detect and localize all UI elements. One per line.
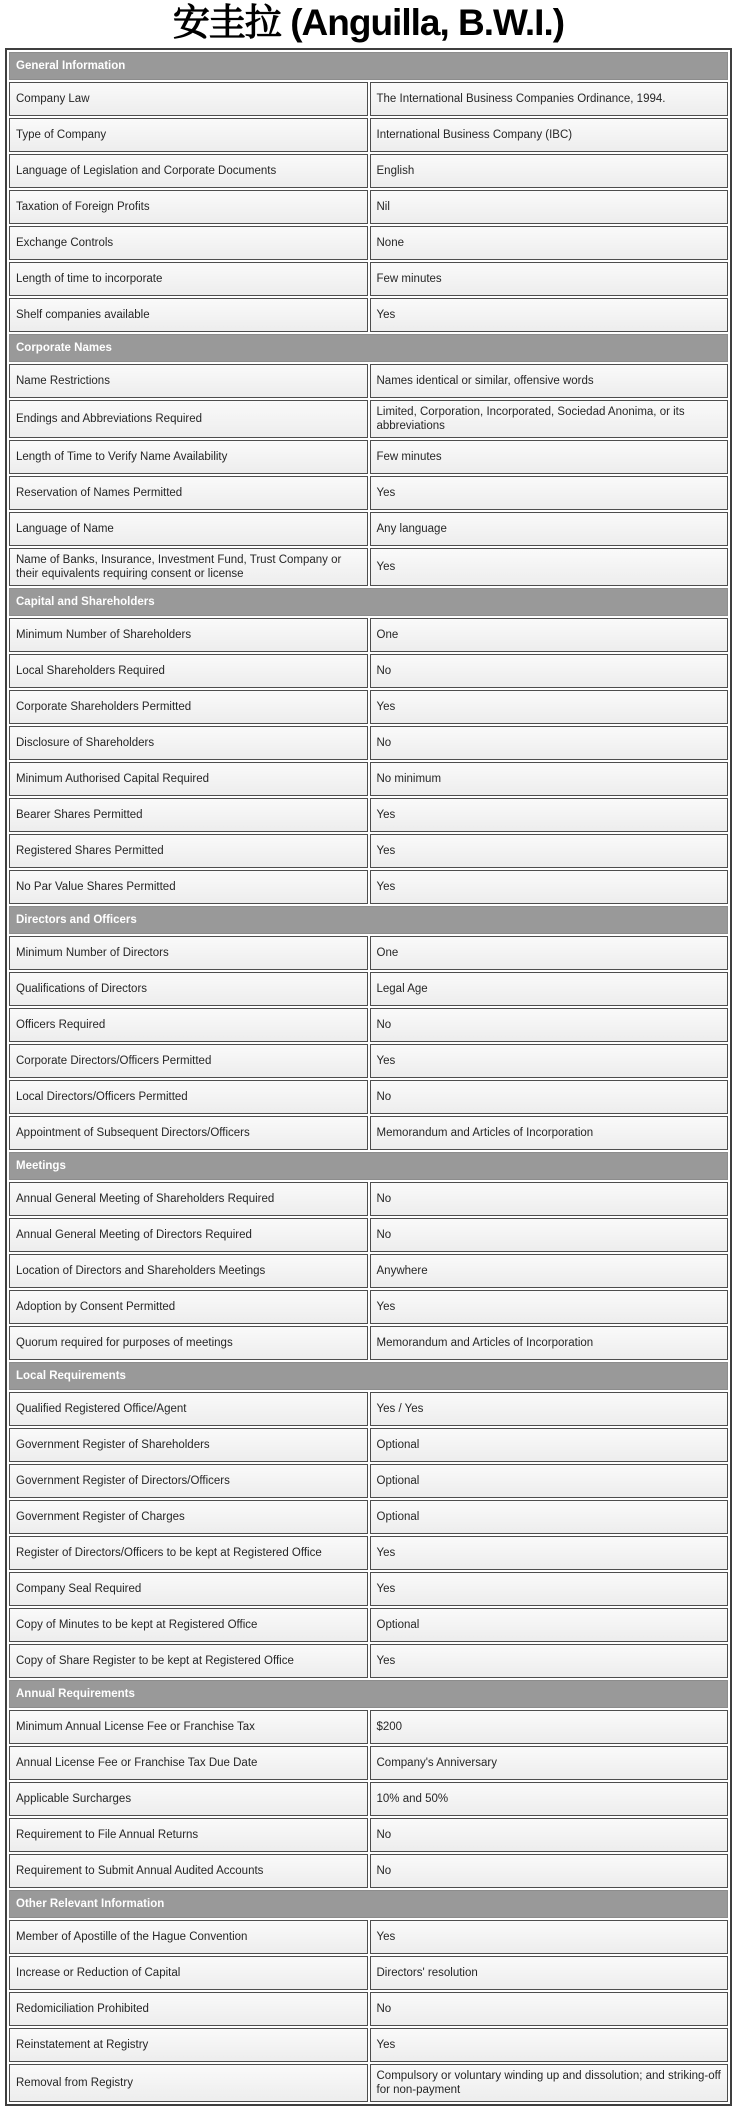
row-value: 10% and 50% (370, 1782, 729, 1816)
table-row (9, 82, 728, 116)
table-row (9, 654, 728, 688)
row-label: Redomiciliation Prohibited (9, 1992, 368, 2026)
table-row (9, 262, 728, 296)
table-row (9, 1080, 728, 1114)
table-row (9, 1218, 728, 1252)
row-value: No (370, 1992, 729, 2026)
section-header-row (9, 52, 728, 80)
table-row (9, 1044, 728, 1078)
row-label: Disclosure of Shareholders (9, 726, 368, 760)
row-value: Yes (370, 870, 729, 904)
row-value: Optional (370, 1464, 729, 1498)
table-row (9, 440, 728, 474)
row-label: Corporate Directors/Officers Permitted (9, 1044, 368, 1078)
row-label: Reservation of Names Permitted (9, 476, 368, 510)
table-row (9, 618, 728, 652)
table-row (9, 1326, 728, 1360)
table-row (9, 834, 728, 868)
table-row (9, 154, 728, 188)
table-row (9, 1500, 728, 1534)
section-header: Corporate Names (9, 334, 728, 362)
row-label: Government Register of Directors/Officers (9, 1464, 368, 1498)
table-row (9, 2064, 728, 2102)
row-value: $200 (370, 1710, 729, 1744)
section-header: Meetings (9, 1152, 728, 1180)
row-value: Yes (370, 1044, 729, 1078)
row-label: Removal from Registry (9, 2064, 368, 2102)
row-value: Limited, Corporation, Incorporated, Sociedad Anonima, or its abbreviations (370, 400, 729, 438)
row-label: Shelf companies available (9, 298, 368, 332)
row-label: Minimum Number of Directors (9, 936, 368, 970)
table-row (9, 1536, 728, 1570)
table-row (9, 476, 728, 510)
row-value: Memorandum and Articles of Incorporation (370, 1116, 729, 1150)
row-value: Yes (370, 298, 729, 332)
row-label: Government Register of Charges (9, 1500, 368, 1534)
section-header: General Information (9, 52, 728, 80)
row-value: Yes (370, 1644, 729, 1678)
section-header: Directors and Officers (9, 906, 728, 934)
row-value: Nil (370, 190, 729, 224)
row-label: Endings and Abbreviations Required (9, 400, 368, 438)
row-label: Adoption by Consent Permitted (9, 1290, 368, 1324)
table-row (9, 762, 728, 796)
table-row (9, 936, 728, 970)
row-label: Taxation of Foreign Profits (9, 190, 368, 224)
row-value: One (370, 618, 729, 652)
table-row (9, 1182, 728, 1216)
table-row (9, 726, 728, 760)
row-value: None (370, 226, 729, 260)
section-header: Annual Requirements (9, 1680, 728, 1708)
row-label: Registered Shares Permitted (9, 834, 368, 868)
row-value: Few minutes (370, 440, 729, 474)
row-label: Member of Apostille of the Hague Convention (9, 1920, 368, 1954)
row-value: Optional (370, 1428, 729, 1462)
row-label: Company Seal Required (9, 1572, 368, 1606)
row-value: Company's Anniversary (370, 1746, 729, 1780)
row-label: Local Shareholders Required (9, 654, 368, 688)
section-header-row (9, 1680, 728, 1708)
table-row (9, 1428, 728, 1462)
table-row (9, 226, 728, 260)
table-row (9, 870, 728, 904)
row-value: Yes (370, 1536, 729, 1570)
row-value: Directors' resolution (370, 1956, 729, 1990)
table-row (9, 400, 728, 438)
row-value: No (370, 726, 729, 760)
row-label: Reinstatement at Registry (9, 2028, 368, 2062)
row-label: Appointment of Subsequent Directors/Officers (9, 1116, 368, 1150)
row-label: Copy of Share Register to be kept at Registered Office (9, 1644, 368, 1678)
page (0, 1, 737, 2106)
row-label: Annual General Meeting of Shareholders Required (9, 1182, 368, 1216)
row-label: Register of Directors/Officers to be kept at Registered Office (9, 1536, 368, 1570)
row-label: Company Law (9, 82, 368, 116)
table-row (9, 1854, 728, 1888)
table-row (9, 972, 728, 1006)
row-value: Yes (370, 798, 729, 832)
row-label: Qualified Registered Office/Agent (9, 1392, 368, 1426)
table-row (9, 2028, 728, 2062)
table-row (9, 1008, 728, 1042)
row-value: No (370, 1818, 729, 1852)
row-label: Language of Name (9, 512, 368, 546)
row-value: No (370, 1854, 729, 1888)
table-row (9, 1608, 728, 1642)
row-value: Optional (370, 1500, 729, 1534)
section-header-row (9, 1890, 728, 1918)
table-row (9, 1644, 728, 1678)
table-row (9, 1992, 728, 2026)
page-title: 安圭拉 (Anguilla, B.W.I.) (172, 2, 565, 43)
row-value: The International Business Companies Ordinance, 1994. (370, 82, 729, 116)
row-value: Yes (370, 476, 729, 510)
row-label: Type of Company (9, 118, 368, 152)
row-value: Yes (370, 1920, 729, 1954)
table-row (9, 1818, 728, 1852)
row-value: No (370, 1182, 729, 1216)
table-row (9, 1920, 728, 1954)
table-row (9, 1572, 728, 1606)
row-label: Annual License Fee or Franchise Tax Due Date (9, 1746, 368, 1780)
table-row (9, 118, 728, 152)
jurisdiction-info-table (5, 48, 732, 2106)
row-value: Anywhere (370, 1254, 729, 1288)
row-label: Minimum Authorised Capital Required (9, 762, 368, 796)
table-row (9, 1782, 728, 1816)
row-value: Legal Age (370, 972, 729, 1006)
row-value: Yes (370, 548, 729, 586)
row-label: Corporate Shareholders Permitted (9, 690, 368, 724)
row-label: Requirement to File Annual Returns (9, 1818, 368, 1852)
section-header-row (9, 588, 728, 616)
table-row (9, 190, 728, 224)
table-row (9, 798, 728, 832)
table-row (9, 298, 728, 332)
section-header-row (9, 906, 728, 934)
row-label: Increase or Reduction of Capital (9, 1956, 368, 1990)
row-label: Length of time to incorporate (9, 262, 368, 296)
row-value: Names identical or similar, offensive words (370, 364, 729, 398)
row-label: Applicable Surcharges (9, 1782, 368, 1816)
table-row (9, 364, 728, 398)
row-value: No (370, 654, 729, 688)
row-label: Language of Legislation and Corporate Documents (9, 154, 368, 188)
table-row (9, 1956, 728, 1990)
row-value: Memorandum and Articles of Incorporation (370, 1326, 729, 1360)
row-label: Minimum Number of Shareholders (9, 618, 368, 652)
row-label: Exchange Controls (9, 226, 368, 260)
row-value: Yes (370, 690, 729, 724)
table-row (9, 690, 728, 724)
table-row (9, 1710, 728, 1744)
row-label: Copy of Minutes to be kept at Registered Office (9, 1608, 368, 1642)
row-label: Annual General Meeting of Directors Required (9, 1218, 368, 1252)
table-row (9, 1254, 728, 1288)
table-row (9, 1464, 728, 1498)
row-value: Yes (370, 2028, 729, 2062)
row-label: Local Directors/Officers Permitted (9, 1080, 368, 1114)
row-label: Name Restrictions (9, 364, 368, 398)
table-row (9, 1116, 728, 1150)
row-label: Location of Directors and Shareholders Meetings (9, 1254, 368, 1288)
row-label: No Par Value Shares Permitted (9, 870, 368, 904)
row-value: Optional (370, 1608, 729, 1642)
row-value: Yes (370, 1572, 729, 1606)
row-value: Yes (370, 834, 729, 868)
row-value: No (370, 1080, 729, 1114)
row-label: Officers Required (9, 1008, 368, 1042)
row-value: English (370, 154, 729, 188)
table-row (9, 512, 728, 546)
row-label: Bearer Shares Permitted (9, 798, 368, 832)
table-row (9, 1392, 728, 1426)
row-label: Length of Time to Verify Name Availability (9, 440, 368, 474)
table-row (9, 1290, 728, 1324)
row-label: Government Register of Shareholders (9, 1428, 368, 1462)
row-value: One (370, 936, 729, 970)
table-body (9, 52, 728, 2102)
row-label: Qualifications of Directors (9, 972, 368, 1006)
section-header-row (9, 334, 728, 362)
row-label: Requirement to Submit Annual Audited Accounts (9, 1854, 368, 1888)
section-header: Capital and Shareholders (9, 588, 728, 616)
row-label: Quorum required for purposes of meetings (9, 1326, 368, 1360)
section-header-row (9, 1362, 728, 1390)
row-label: Name of Banks, Insurance, Investment Fund, Trust Company or their equivalents requiring consent or license (9, 548, 368, 586)
table-row (9, 548, 728, 586)
section-header: Local Requirements (9, 1362, 728, 1390)
row-value: No (370, 1218, 729, 1252)
row-value: No minimum (370, 762, 729, 796)
table-row (9, 1746, 728, 1780)
row-value: Few minutes (370, 262, 729, 296)
row-label: Minimum Annual License Fee or Franchise Tax (9, 1710, 368, 1744)
row-value: Any language (370, 512, 729, 546)
section-header: Other Relevant Information (9, 1890, 728, 1918)
row-value: Yes (370, 1290, 729, 1324)
row-value: International Business Company (IBC) (370, 118, 729, 152)
row-value: Compulsory or voluntary winding up and dissolution; and striking-off for non-payment (370, 2064, 729, 2102)
section-header-row (9, 1152, 728, 1180)
row-value: Yes / Yes (370, 1392, 729, 1426)
row-value: No (370, 1008, 729, 1042)
